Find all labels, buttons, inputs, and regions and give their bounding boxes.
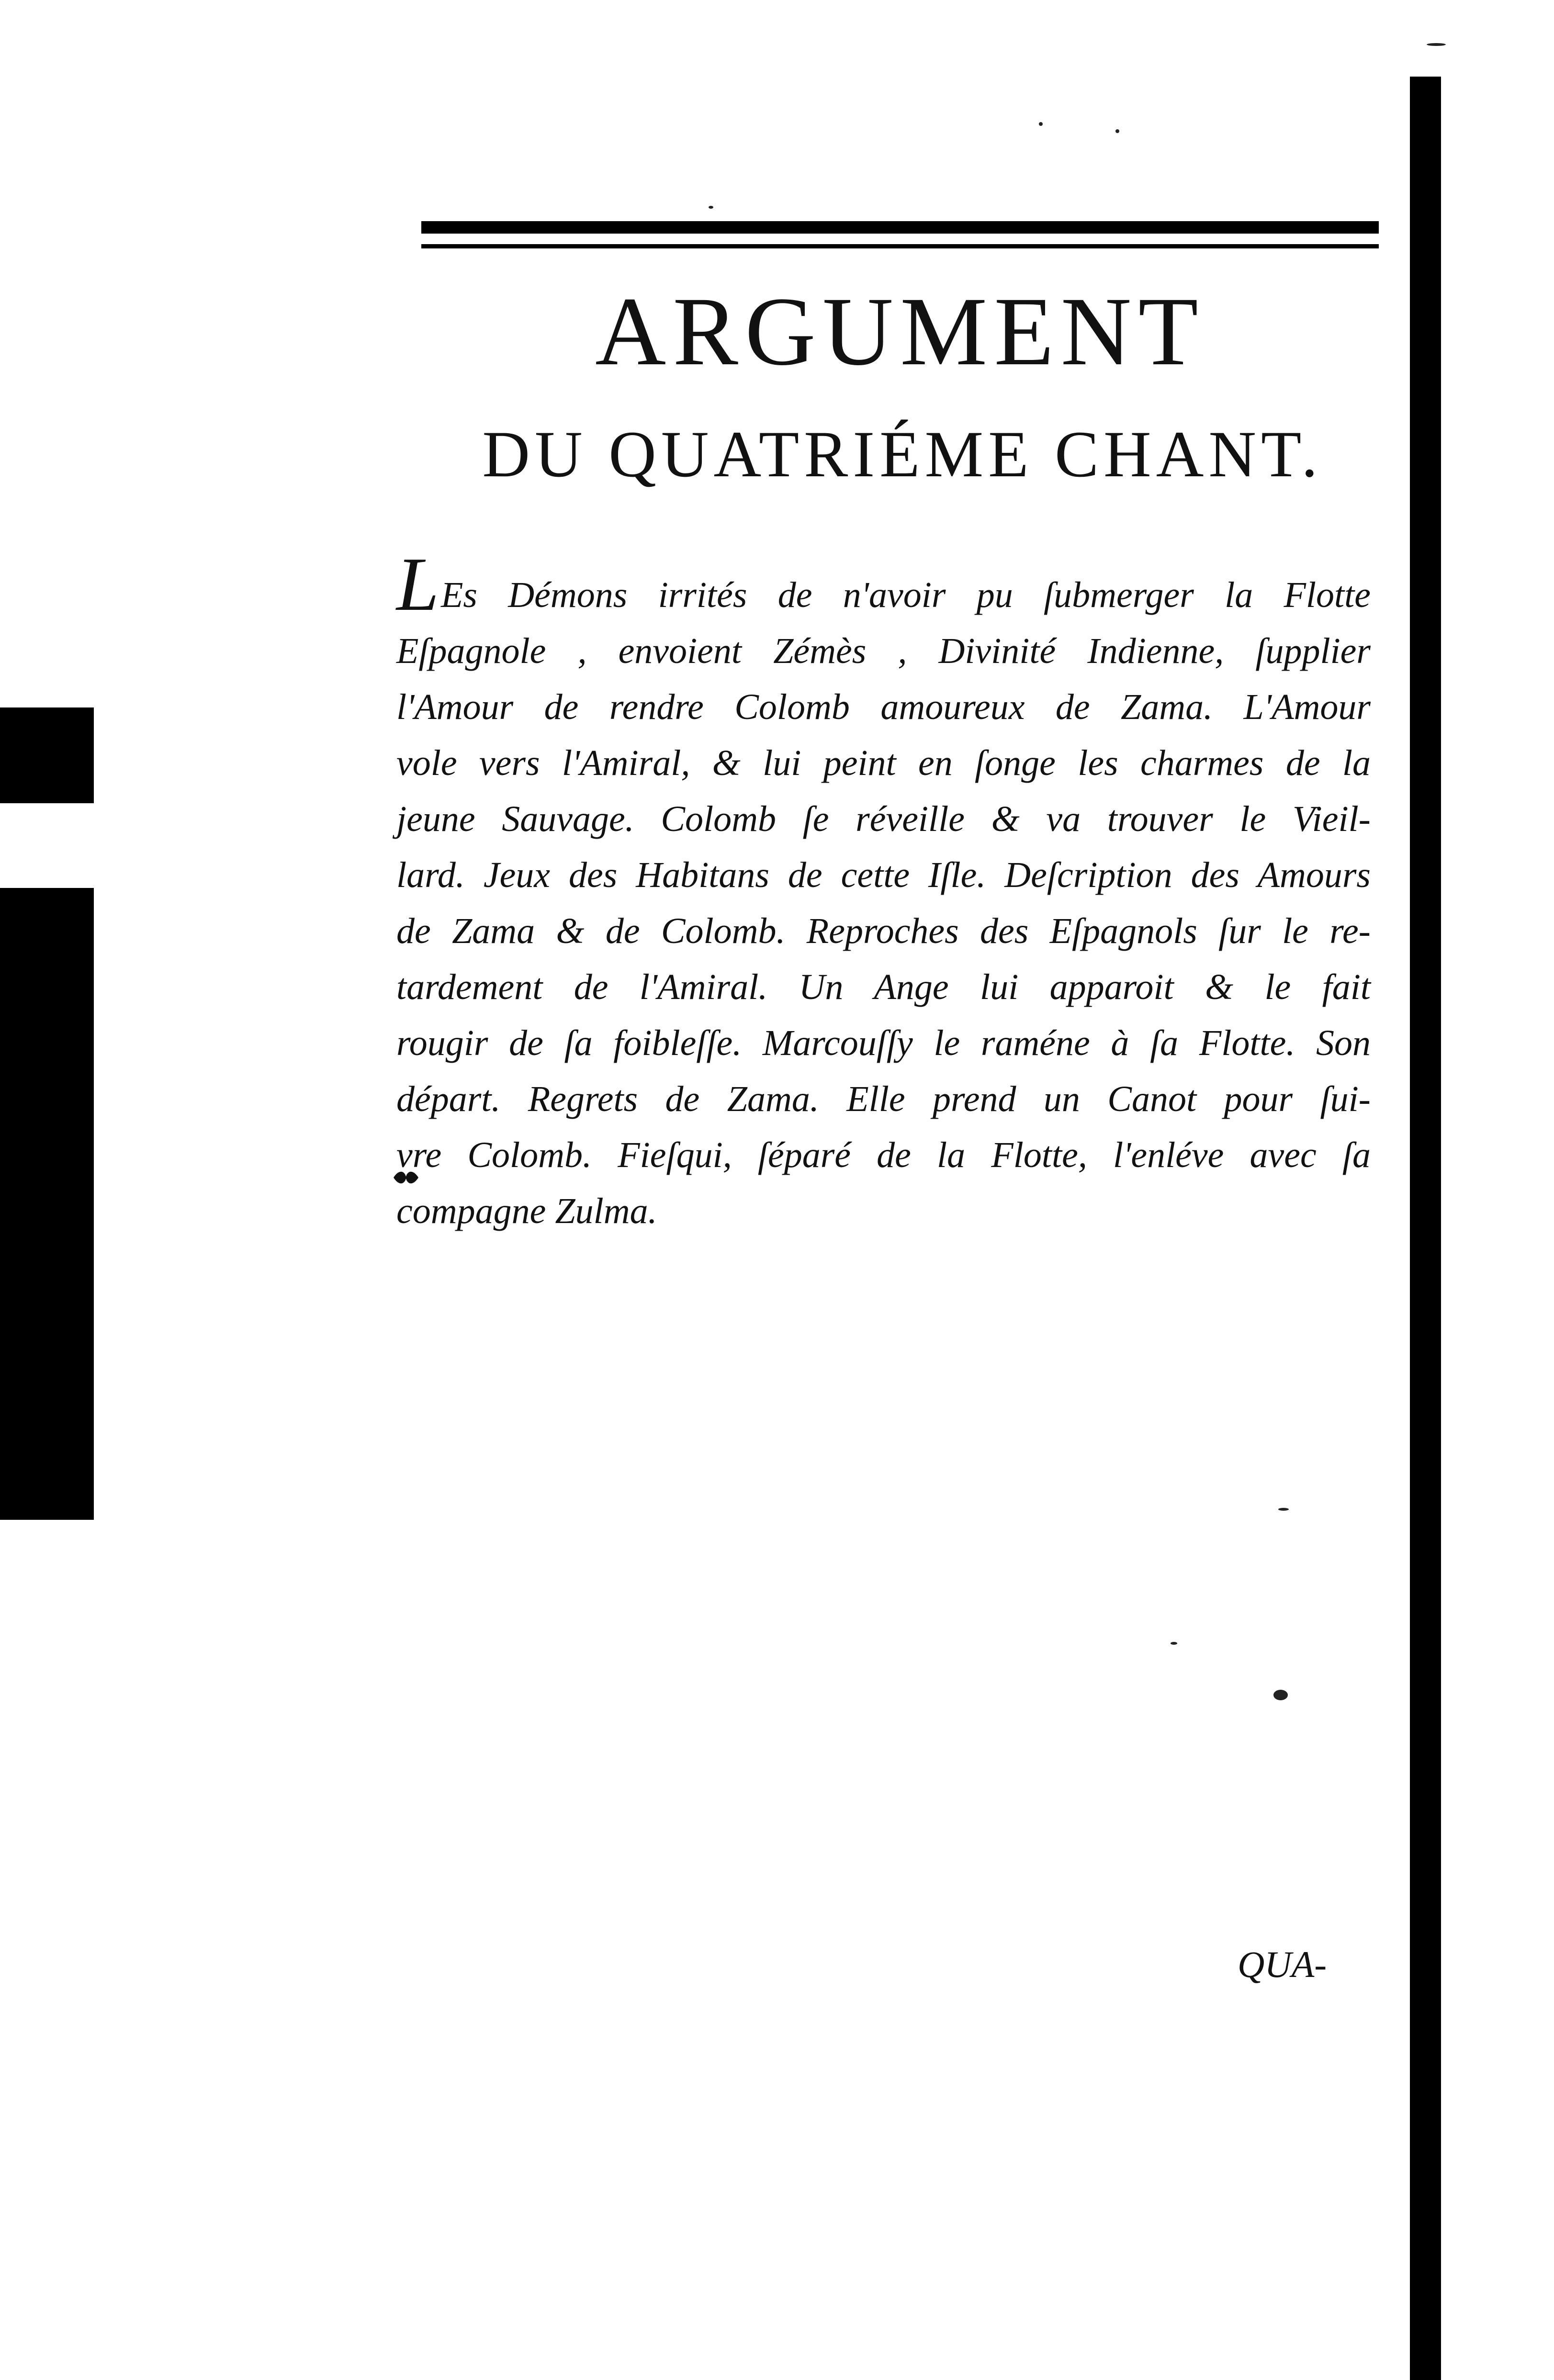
scan-speck [1039, 122, 1043, 126]
scan-speck [1171, 1642, 1177, 1645]
catchword: QUA- [1238, 1943, 1327, 1985]
header-rule-thick [421, 221, 1379, 234]
body-line: de Zama & de Colomb. Reproches des Eſpagnols ſur le re- [396, 911, 1371, 951]
body-line: tardement de l'Amiral. Un Ange lui apparoit & le fait [396, 967, 1371, 1007]
body-line: vole vers l'Amiral, & lui peint en ſonge les charmes de la [396, 743, 1371, 783]
page-title: ARGUMENT [595, 277, 1205, 386]
scan-edge-mark-left-upper [0, 707, 94, 803]
drop-cap: L [396, 541, 439, 627]
fleuron-ornament-icon [392, 1163, 420, 1192]
body-line-text: Es Démons irrités de n'avoir pu ſubmerger la Flotte [440, 575, 1371, 615]
scan-speck [1278, 1508, 1289, 1511]
body-line: compagne Zulma. [396, 1191, 657, 1231]
header-rule-thin [421, 244, 1379, 248]
scan-edge-shadow-right [1410, 77, 1441, 2380]
page-subtitle: DU QUATRIÉME CHANT. [482, 417, 1323, 491]
scan-speck [709, 206, 713, 209]
body-line: départ. Regrets de Zama. Elle prend un Canot pour ſui- [396, 1079, 1371, 1119]
body-line: vre Colomb. Fieſqui, ſéparé de la Flotte, l'enléve avec ſa [396, 1135, 1371, 1175]
scan-speck [1273, 1690, 1288, 1700]
scan-edge-mark-left-lower [0, 888, 94, 1520]
body-line: rougir de ſa foibleſſe. Marcouſſy le raméne à ſa Flotte. Son [396, 1023, 1371, 1063]
argument-paragraph [396, 541, 1371, 1239]
body-line: l'Amour de rendre Colomb amoureux de Zama. L'Amour [396, 687, 1371, 727]
scan-speck [1115, 129, 1119, 133]
scan-speck [1427, 43, 1446, 46]
body-line: Eſpagnole , envoient Zémès , Divinité Indienne, ſupplier [396, 631, 1371, 671]
body-line [396, 541, 1371, 627]
body-line: lard. Jeux des Habitans de cette Iſle. Deſcription des Amours [396, 855, 1371, 895]
body-line: jeune Sauvage. Colomb ſe réveille & va trouver le Vieil- [396, 799, 1371, 839]
